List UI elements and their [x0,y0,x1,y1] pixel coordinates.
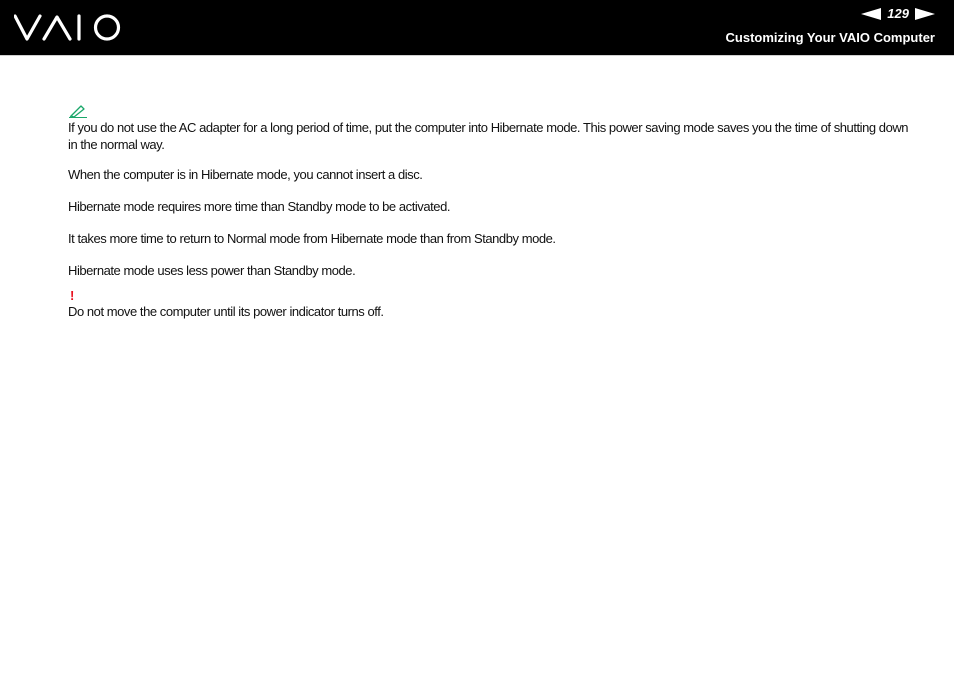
triangle-left-icon[interactable] [861,7,881,21]
note-text: If you do not use the AC adapter for a long period of time, put the computer into Hibernate mode. This power saving mode saves you the time of shutting down in the normal way. [68,120,909,152]
pencil-note-icon [68,104,88,118]
paragraph-4: Hibernate mode uses less power than Standby mode. [68,263,356,278]
page-content [68,104,920,320]
page-navigation [861,6,935,22]
warning-text: Do not move the computer until its power indicator turns off. [68,304,384,319]
triangle-right-icon[interactable] [915,7,935,21]
page-number: 129 [887,6,909,21]
paragraph-1: When the computer is in Hibernate mode, you cannot insert a disc. [68,167,423,182]
vaio-logo [14,13,122,43]
page-header [0,0,954,56]
warning-icon: ! [70,288,75,303]
paragraph-2: Hibernate mode requires more time than Standby mode to be activated. [68,199,451,214]
section-title: Customizing Your VAIO Computer [725,30,935,45]
paragraph-3: It takes more time to return to Normal mode from Hibernate mode than from Standby mode. [68,231,556,246]
